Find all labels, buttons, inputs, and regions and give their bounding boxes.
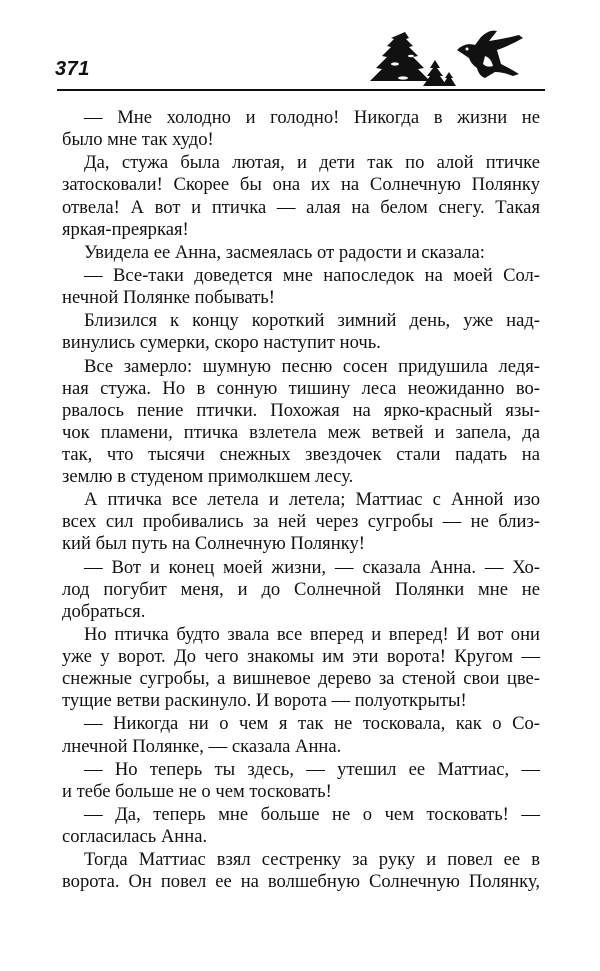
text-line: было мне так худо!: [62, 129, 214, 151]
text-line: кий был путь на Солнечную Полянку!: [62, 533, 365, 555]
text-line: Близился к концу короткий зимний день, уже над-: [84, 310, 540, 332]
text-line: так, что тысячи снежных звездочек стали падать на: [62, 443, 540, 465]
paragraph: [62, 624, 540, 712]
paragraph: [62, 713, 540, 757]
text-line: чок пламени, птичка взлетела меж ветвей и запела, да: [62, 421, 540, 443]
header-rule: [57, 89, 545, 91]
text-line: — Мне холодно и голодно! Никогда в жизни не: [84, 107, 540, 129]
paragraph: [62, 265, 540, 309]
paragraph: [62, 557, 540, 623]
text-line: отвела! А вот и птичка — алая на белом снегу. Такая: [62, 196, 540, 218]
bird-icon: [457, 31, 523, 78]
paragraph: [62, 310, 540, 354]
text-line: нечной Полянке побывать!: [62, 287, 275, 309]
paragraph: [62, 152, 540, 240]
text-line: землю в студеном примолкшем лесу.: [62, 466, 354, 488]
text-line: яркая-преяркая!: [62, 218, 189, 240]
text-line: добраться.: [62, 600, 146, 622]
text-line: лод погубит меня, и до Солнечной Полянки мне не: [62, 578, 540, 600]
text-line: — Никогда ни о чем я так не тосковала, как о Со-: [84, 713, 540, 735]
paragraph: [62, 759, 540, 803]
paragraph: [62, 849, 540, 893]
text-line: тущие ветви раскинуло. И ворота — полуоткрыты!: [62, 690, 467, 712]
text-line: Тогда Маттиас взял сестренку за руку и повел ее в: [84, 849, 540, 871]
text-line: уже у ворот. До чего знакомы им эти ворота! Кругом —: [62, 646, 540, 668]
text-line: ная стужа. Но в сонную тишину леса неожиданно во-: [62, 377, 540, 399]
story-text: [62, 106, 540, 894]
fir-trees-and-bird-illustration: [365, 26, 535, 92]
text-line: согласилась Анна.: [62, 826, 208, 848]
text-line: снежные сугробы, а вишневое дерево за стеной свои цве-: [62, 668, 540, 690]
text-line: — Все-таки доведется мне напоследок на моей Сол-: [84, 265, 540, 287]
text-line: рвалось пение птички. Похожая на ярко-красный язы-: [62, 399, 540, 421]
paragraph: [62, 356, 540, 489]
text-line: ворота. Он повел ее на волшебную Солнечную Полянку,: [62, 871, 540, 893]
text-line: Да, стужа была лютая, и дети так по алой птичке: [84, 152, 540, 174]
text-line: всех сил пробивались за ней через сугробы — не близ-: [62, 511, 540, 533]
text-line: лнечной Полянке, — сказала Анна.: [62, 735, 342, 757]
text-line: — Вот и конец моей жизни, — сказала Анна. — Хо-: [84, 556, 540, 578]
shrub-icon: [442, 72, 456, 86]
paragraph: [62, 804, 540, 848]
text-line: и тебе больше не о чем тосковать!: [62, 780, 332, 802]
text-line: Увидела ее Анна, засмеялась от радости и сказала:: [84, 241, 485, 263]
text-line: затосковали! Скорее бы она их на Солнечную Полянку: [62, 174, 540, 196]
small-tree-icon: [423, 60, 447, 86]
text-line: — Да, теперь мне больше не о чем тосковать! —: [84, 804, 540, 826]
text-line: винулись сумерки, скоро наступит ночь.: [62, 332, 381, 354]
page-number: 371: [55, 58, 90, 80]
paragraph: [62, 489, 540, 555]
paragraph: [62, 107, 540, 151]
text-line: А птичка все летела и летела; Маттиас с Анной изо: [84, 489, 540, 511]
text-line: Но птичка будто звала все вперед и вперед! И вот они: [84, 624, 540, 645]
text-line: Все замерло: шумную песню сосен придушила ледя-: [84, 355, 540, 377]
text-line: — Но теперь ты здесь, — утешил ее Маттиас, —: [84, 758, 540, 780]
paragraph: [62, 242, 540, 264]
fir-tree-icon: [370, 32, 430, 81]
